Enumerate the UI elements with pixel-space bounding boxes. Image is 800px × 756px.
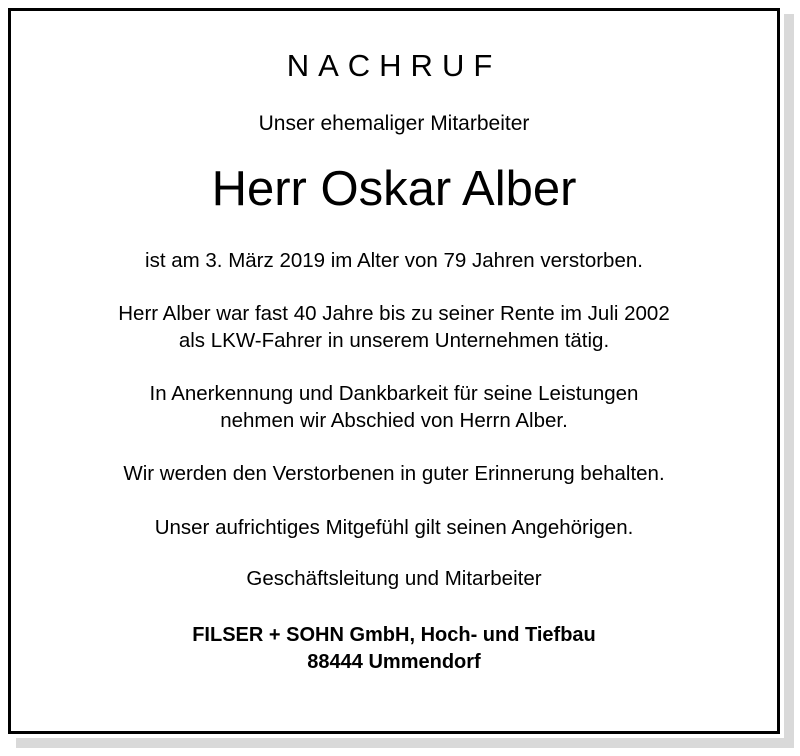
page-shadow-right (784, 14, 794, 742)
obituary-content (11, 11, 777, 731)
obituary-notice-frame (8, 8, 780, 734)
tribute-paragraph (45, 380, 743, 434)
notice-intro: Unser ehemaliger Mitarbeiter (258, 112, 530, 136)
company-address: 88444 Ummendorf (307, 650, 481, 673)
page-shadow-bottom (16, 738, 794, 748)
career-line-2: als LKW-Fahrer in unserem Unternehmen tätig. (178, 329, 610, 353)
tribute-line-2: nehmen wir Abschied von Herrn Alber. (220, 409, 568, 433)
career-paragraph (45, 300, 743, 354)
company-block (45, 622, 743, 676)
notice-kicker: NACHRUF (286, 48, 502, 83)
memory-line: Wir werden den Verstorbenen in guter Erinnerung behalten. (123, 462, 665, 486)
career-line-1: Herr Alber war fast 40 Jahre bis zu seiner Rente im Juli 2002 (118, 302, 670, 326)
death-line: ist am 3. März 2019 im Alter von 79 Jahren verstorben. (145, 249, 643, 273)
company-name: FILSER + SOHN GmbH, Hoch- und Tiefbau (192, 623, 596, 646)
death-paragraph (45, 247, 743, 274)
tribute-line-1: In Anerkennung und Dankbarkeit für seine Leistungen (149, 382, 639, 406)
condolence-paragraph (45, 514, 743, 541)
signature-line: Geschäftsleitung und Mitarbeiter (246, 566, 542, 590)
signature-paragraph (45, 565, 743, 592)
deceased-name: Herr Oskar Alber (211, 162, 577, 217)
memory-paragraph (45, 460, 743, 487)
condolence-line: Unser aufrichtiges Mitgefühl gilt seinen Angehörigen. (154, 515, 634, 539)
